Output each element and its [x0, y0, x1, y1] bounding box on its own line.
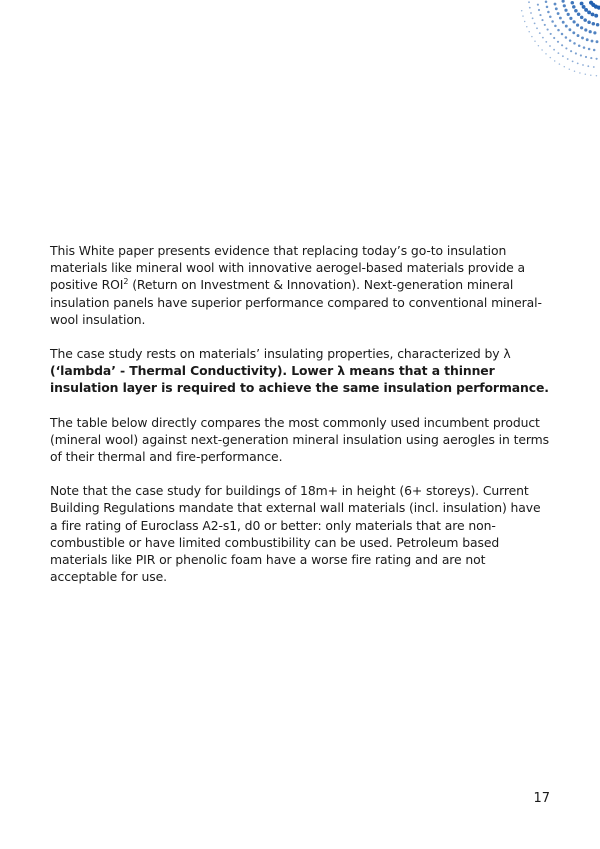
- decorative-dot: [557, 29, 560, 32]
- decorative-dot: [534, 22, 536, 24]
- decorative-dot: [541, 49, 542, 50]
- decorative-dot: [580, 26, 583, 29]
- decorative-dot: [567, 13, 570, 16]
- decorative-dot: [569, 39, 572, 42]
- decorative-dot: [526, 26, 527, 27]
- decorative-dot: [590, 74, 591, 75]
- decorative-dot: [591, 12, 595, 16]
- decorative-dot: [554, 25, 557, 28]
- decorative-dot: [521, 10, 522, 11]
- decorative-dot: [553, 37, 555, 39]
- decorative-dot: [564, 66, 565, 67]
- decorative-dot: [524, 21, 525, 22]
- decorative-dot: [537, 4, 539, 6]
- decorative-dot: [596, 58, 598, 60]
- decorative-dot: [546, 6, 549, 8]
- decorative-dot: [541, 19, 543, 21]
- decorative-dot: [580, 54, 582, 56]
- page-number: 17: [533, 791, 550, 806]
- decorative-dot: [587, 20, 591, 24]
- decorative-dot: [532, 17, 534, 19]
- decorative-dot: [584, 8, 588, 12]
- decorative-dot-pattern: [520, 0, 600, 85]
- decorative-dot: [554, 3, 557, 6]
- decorative-dot: [547, 29, 549, 31]
- decorative-dot: [569, 17, 572, 20]
- decorative-dot: [547, 11, 550, 14]
- decorative-dot: [549, 45, 551, 47]
- decorative-dot: [529, 7, 531, 9]
- decorative-dot: [589, 30, 592, 33]
- decorative-dot: [551, 20, 554, 23]
- decorative-dot: [591, 40, 594, 43]
- decorative-dot: [574, 9, 578, 13]
- decorative-dot: [565, 47, 567, 49]
- decorative-dot: [564, 9, 567, 12]
- decorative-dot: [550, 33, 552, 35]
- decorative-dot: [530, 12, 532, 14]
- decorative-dot: [528, 1, 530, 3]
- decorative-dot: [561, 44, 563, 46]
- decorative-dot: [596, 75, 597, 76]
- decorative-dot: [576, 24, 579, 27]
- decorative-dot: [562, 0, 565, 3]
- decorative-dot: [539, 32, 541, 34]
- decorative-dot: [572, 60, 574, 62]
- decorative-dot: [539, 14, 541, 16]
- decorative-dot: [571, 1, 575, 5]
- decorative-dot: [572, 5, 576, 9]
- decorative-dot: [585, 56, 587, 58]
- decorative-dot: [589, 1, 593, 5]
- paragraph-table-intro: The table below directly compares the most commonly used incumbent product (mineral wool) against next-generation mineral insulation using aerogles in terms of their thermal and fire-performance.: [50, 414, 549, 465]
- decorative-dot: [583, 46, 586, 49]
- decorative-dot: [585, 74, 586, 75]
- decorative-dot: [588, 48, 591, 51]
- paragraph-regulations: Note that the case study for buildings of 18m+ in height (6+ storeys). Current Building Regulations mandate that external wall materials (incl. insulation) have a fire rating of Euroclass A2-s1, d0 or better: only materials that are non-combustible or have limited combustibility can be used. Petroleum based materials like PIR or phenolic foam have a worse fire rating and are not acceptable for use.: [50, 483, 541, 585]
- decorative-dot: [549, 16, 552, 19]
- decorative-dot: [569, 68, 570, 69]
- decorative-dot: [528, 31, 529, 32]
- decorative-dot: [572, 31, 575, 34]
- decorative-dot: [568, 28, 571, 31]
- decorative-dot: [583, 18, 587, 22]
- decorative-dot: [557, 12, 560, 15]
- decorative-dot: [559, 17, 562, 20]
- decorative-dot: [545, 53, 546, 54]
- decorative-dot: [593, 31, 596, 34]
- decorative-dot: [542, 37, 544, 39]
- body-text: [50, 242, 550, 602]
- decorative-dot: [538, 9, 540, 11]
- decorative-dot: [596, 23, 600, 27]
- decorative-dot: [531, 36, 532, 37]
- decorative-dot: [565, 36, 568, 39]
- decorative-dot: [580, 2, 584, 6]
- decorative-dot: [570, 50, 572, 52]
- decorative-dot: [581, 36, 584, 39]
- decorative-dot: [557, 52, 559, 54]
- decorative-dot: [575, 52, 577, 54]
- decorative-dot: [577, 13, 581, 17]
- decorative-dot: [594, 14, 598, 18]
- decorative-dot: [593, 66, 595, 68]
- decorative-dot: [579, 72, 580, 73]
- decorative-dot: [550, 57, 551, 58]
- paragraph-intro: This White paper presents evidence that replacing today’s go-to insulation materials like mineral wool with innovative aerogel-based materials provide a positive ROI$^2$ (Return on Investment & Innovation). Next-generation mineral insulation panels have superior performance compared to conventional mineral-wool insulation.: [50, 243, 542, 327]
- decorative-dot: [534, 41, 535, 42]
- decorative-dot: [545, 1, 548, 4]
- paragraph-lambda: The case study rests on materials’ insulating properties, characterized by λ (‘lambda’ - Thermal Conductivity). Lower λ means that a thinner insulation layer is required to achieve the same insulation performance.: [50, 346, 549, 396]
- decorative-dot: [565, 25, 568, 28]
- footnote-reference: 2: [123, 277, 129, 287]
- decorative-dot: [563, 4, 566, 7]
- decorative-dot: [592, 22, 596, 26]
- decorative-dot: [561, 33, 564, 36]
- decorative-dot: [587, 10, 591, 14]
- decorative-dot: [553, 49, 555, 51]
- decorative-dot: [522, 15, 523, 16]
- decorative-dot: [577, 34, 580, 37]
- decorative-dot: [544, 24, 546, 26]
- decorative-dot: [573, 20, 576, 23]
- decorative-dot: [586, 38, 589, 41]
- decorative-dot: [582, 5, 586, 9]
- decorative-dot: [567, 58, 569, 60]
- decorative-dot: [559, 63, 560, 64]
- decorative-dot: [562, 21, 565, 24]
- decorative-dot: [574, 71, 575, 72]
- decorative-dot: [555, 7, 558, 10]
- decorative-dot: [577, 62, 579, 64]
- decorative-dot: [584, 28, 587, 31]
- decorative-dot: [580, 16, 584, 20]
- decorative-dot: [562, 55, 564, 57]
- decorative-dot: [573, 42, 576, 45]
- decorative-dot: [538, 45, 539, 46]
- decorative-dot: [545, 41, 547, 43]
- decorative-dot: [557, 41, 559, 43]
- decorative-dot: [590, 57, 592, 59]
- decorative-dot: [554, 60, 555, 61]
- decorative-dot: [587, 65, 589, 67]
- decorative-dot: [596, 40, 599, 43]
- decorative-dot: [582, 64, 584, 66]
- decorative-dot: [578, 44, 581, 47]
- decorative-dot: [536, 27, 538, 29]
- decorative-dot: [593, 49, 596, 52]
